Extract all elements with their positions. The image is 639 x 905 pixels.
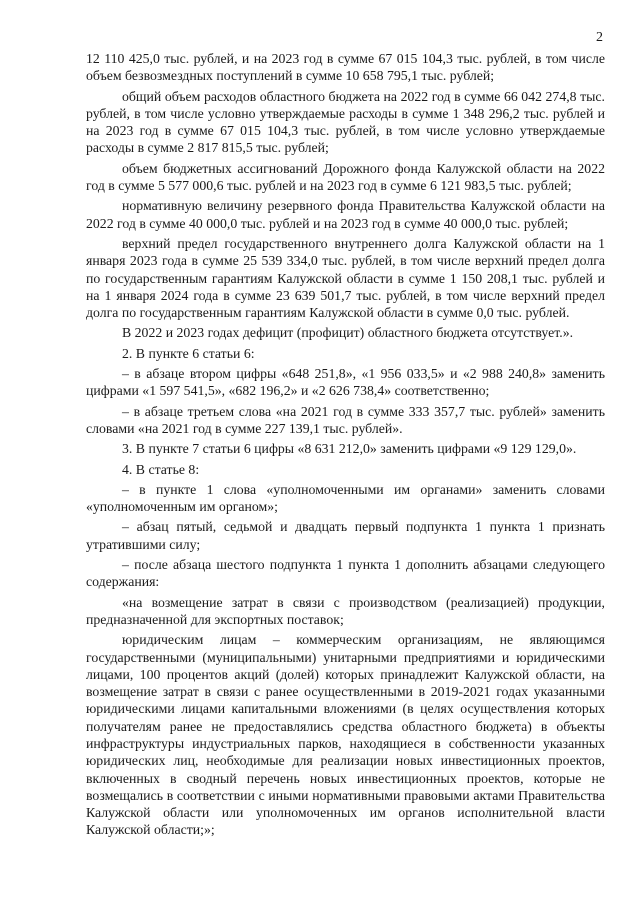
paragraph: – в абзаце втором цифры «648 251,8», «1 956 033,5» и «2 988 240,8» заменить цифрами «1 597 541,5», «682 196,2» и «2 626 738,4» соответственно;	[86, 366, 605, 399]
paragraph: общий объем расходов областного бюджета на 2022 год в сумме 66 042 274,8 тыс. рублей, в том числе условно утверждаемые расходы в сумме 1 348 296,2 тыс. рублей и на 2023 год в сумме 67 015 104,3 тыс. рублей, в том числе условно утверждаемые расходы в сумме 2 817 815,5 тыс. рублей;	[86, 88, 605, 156]
page-number: 2	[596, 30, 603, 45]
paragraph: 12 110 425,0 тыс. рублей, и на 2023 год в сумме 67 015 104,3 тыс. рублей, в том числе объем безвозмездных поступлений в сумме 10 658 795,1 тыс. рублей;	[86, 51, 605, 84]
paragraph: юридическим лицам – коммерческим организациям, не являющимся государственными (муниципальными) унитарными предприятиями и юридическими лицами, 100 процентов акций (долей) которых принадлежит Калужской области, на возмещение затрат в связи с ранее осуществленными в 2019-2021 годах указанными юридическими лицами капитальными вложениями (в целях осуществления которых получателям ранее не предоставлялись средства областного бюджета) в объекты инфраструктуры индустриальных парков, находящиеся в собственности указанных юридических лиц, необходимые для реализации новых инвестиционных проектов, включенных в сводный перечень новых инвестиционных проектов, которые не возмещались в соответствии с иными нормативными правовыми актами Правительства Калужской области или уполномоченных им органов исполнительной власти Калужской области;»;	[86, 632, 605, 838]
paragraph: 3. В пункте 7 статьи 6 цифры «8 631 212,0» заменить цифрами «9 129 129,0».	[122, 441, 577, 457]
paragraph: В 2022 и 2023 годах дефицит (профицит) областного бюджета отсутствует.».	[122, 325, 574, 341]
paragraph: – в абзаце третьем слова «на 2021 год в сумме 333 357,7 тыс. рублей» заменить словами «на 2021 год в сумме 227 139,1 тыс. рублей».	[86, 403, 605, 436]
paragraph: – абзац пятый, седьмой и двадцать первый подпункта 1 пункта 1 признать утратившими силу;	[86, 519, 605, 552]
paragraph: 2. В пункте 6 статьи 6:	[122, 345, 255, 361]
paragraph: нормативную величину резервного фонда Правительства Калужской области на 2022 год в сумме 40 000,0 тыс. рублей и на 2023 год в сумме 40 000,0 тыс. рублей;	[86, 198, 605, 231]
paragraph: 4. В статье 8:	[122, 461, 200, 477]
paragraph: «на возмещение затрат в связи с производством (реализацией) продукции, предназначенной для экспортных поставок;	[86, 594, 605, 627]
paragraph: объем бюджетных ассигнований Дорожного фонда Калужской области на 2022 год в сумме 5 577 000,6 тыс. рублей и на 2023 год в сумме 6 121 983,5 тыс. рублей;	[86, 160, 605, 194]
paragraph: – после абзаца шестого подпункта 1 пункта 1 дополнить абзацами следующего содержания:	[86, 557, 605, 590]
paragraph: – в пункте 1 слова «уполномоченными им органами» заменить словами «уполномоченным им органом»;	[86, 481, 605, 515]
paragraph: верхний предел государственного внутреннего долга Калужской области на 1 января 2023 года в сумме 25 539 334,0 тыс. рублей, в том числе верхний предел долга по государственным гарантиям Калужской области в сумме 1 150 208,1 тыс. рублей и на 1 января 2024 года в сумме 23 639 501,7 тыс. рублей, в том числе верхний предел долга по государственным гарантиям Калужской области в сумме 0,0 тыс. рублей.	[86, 235, 605, 321]
document-body	[86, 50, 605, 842]
